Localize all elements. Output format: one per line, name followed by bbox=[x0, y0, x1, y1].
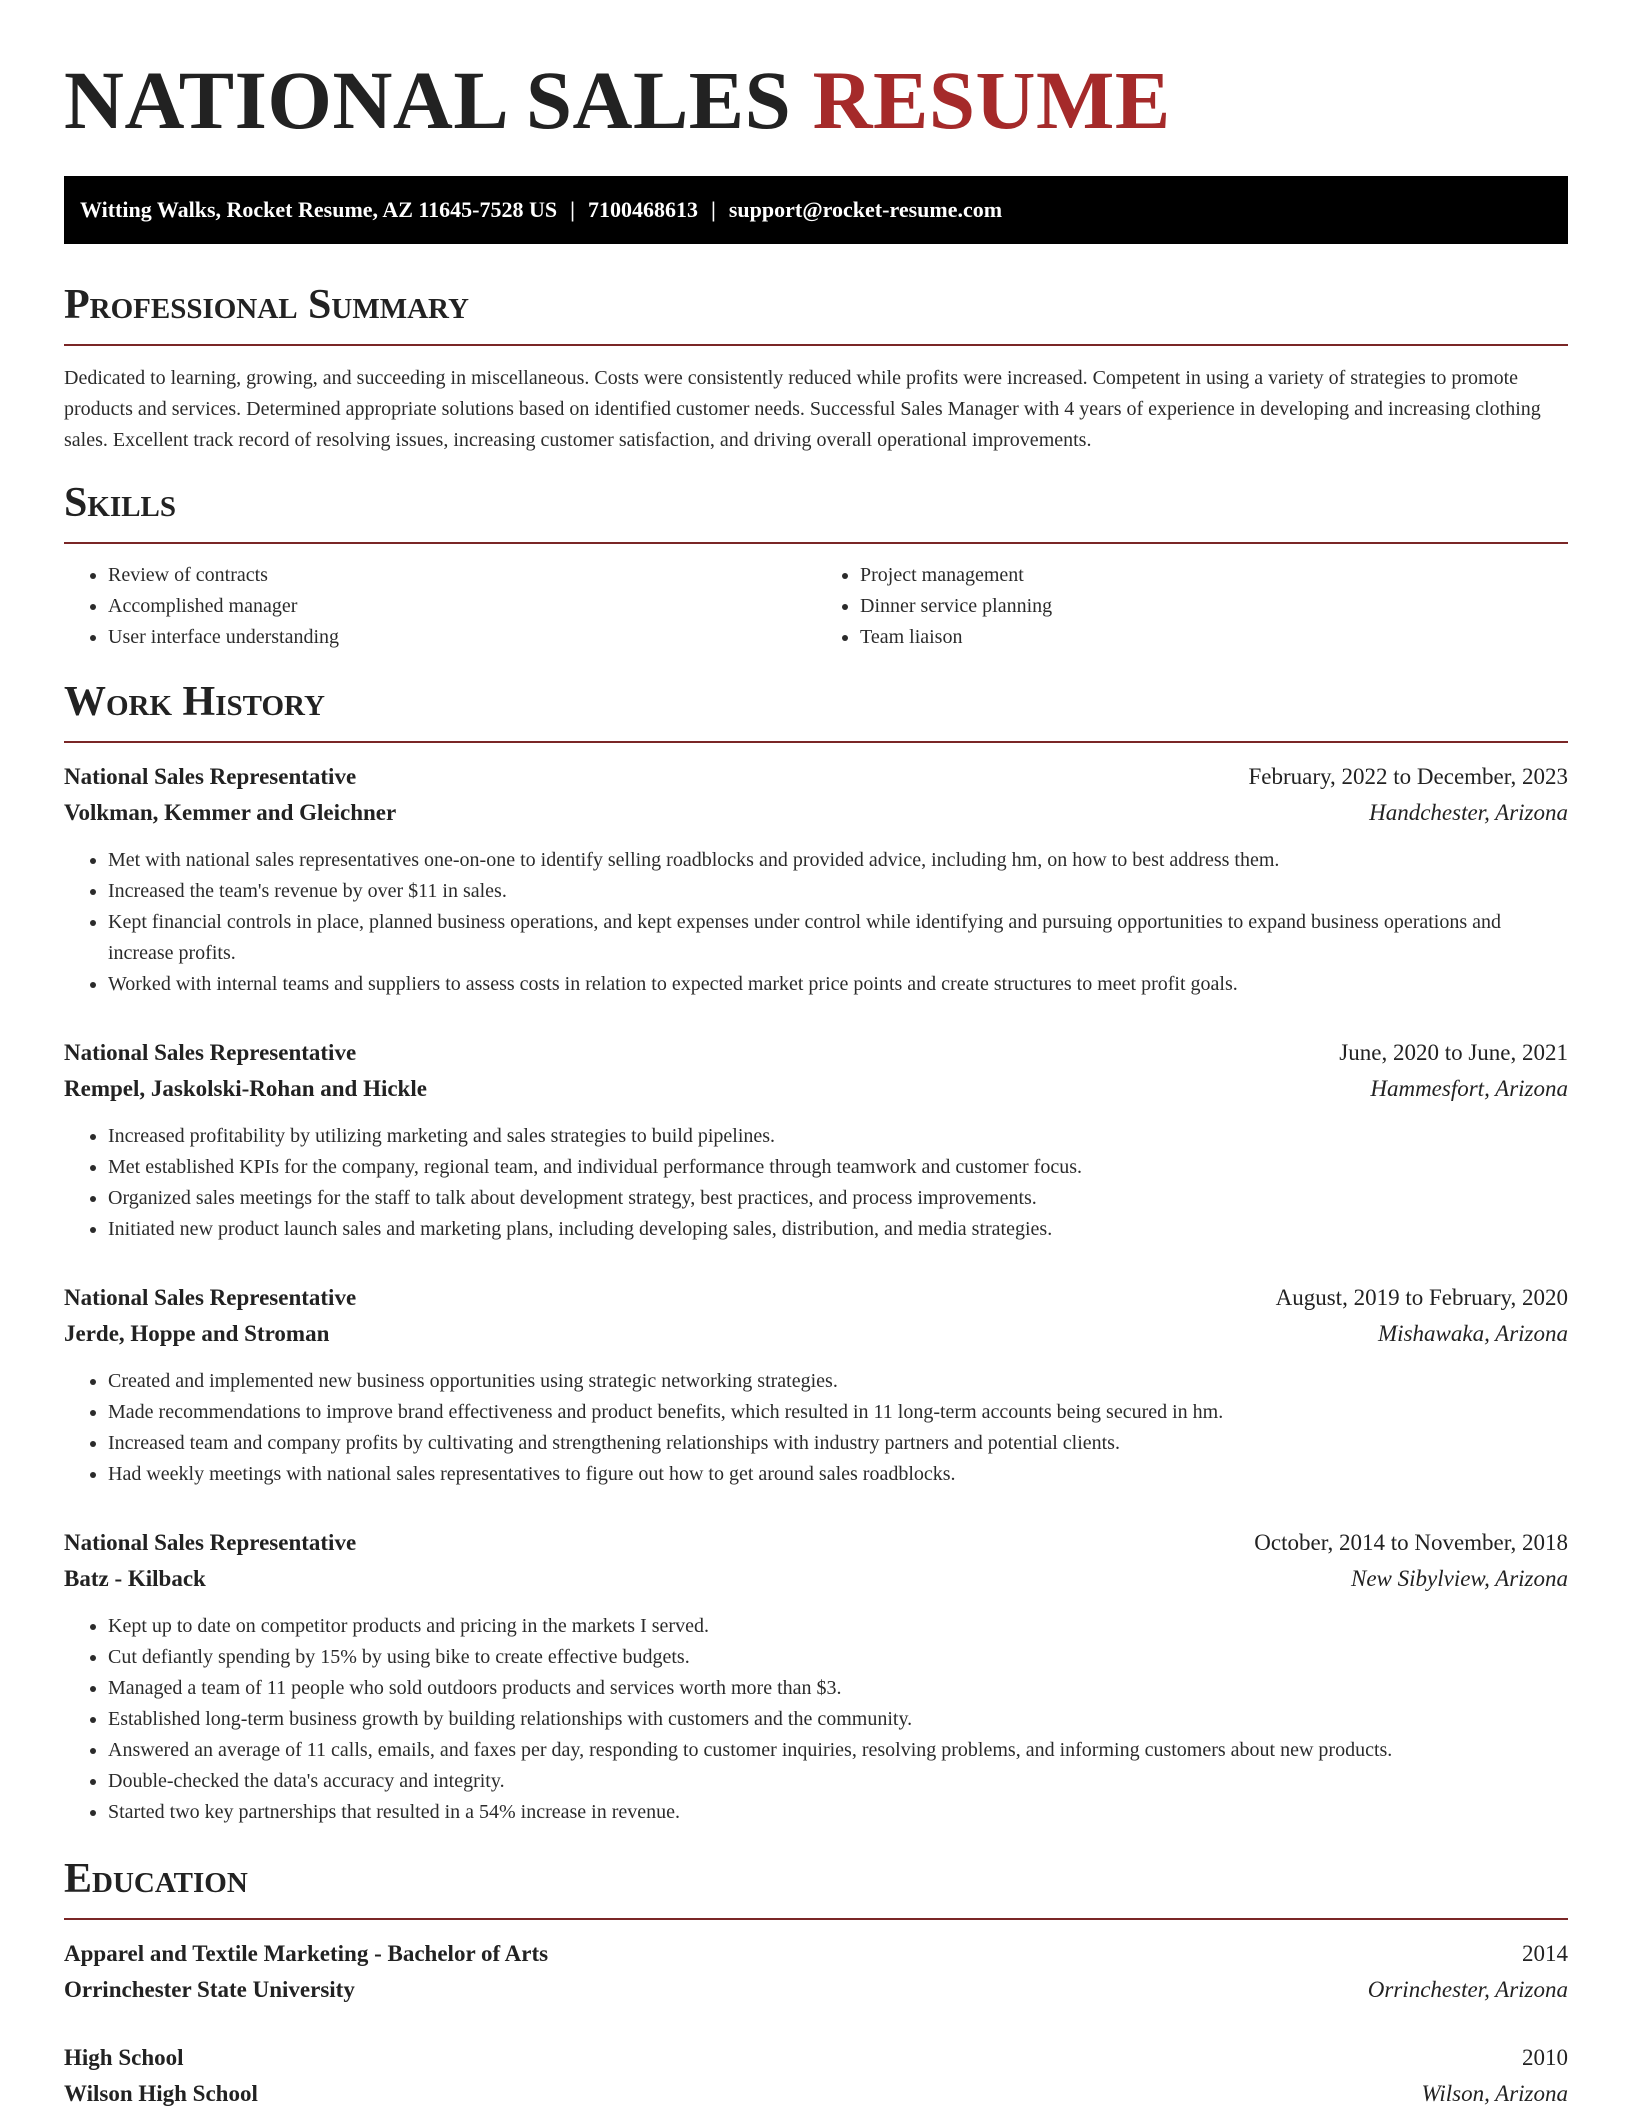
job-title: National Sales Representative bbox=[64, 1040, 357, 1065]
education-heading: Education bbox=[64, 1856, 248, 1902]
job-bullets bbox=[64, 1121, 1568, 1245]
job-bullet: • Initiated new product launch sales and marketing plans, including developing sales, distribution, and media strategies. bbox=[108, 1214, 1568, 1245]
skills-list-left bbox=[64, 560, 816, 653]
skill-item: • Dinner service planning bbox=[860, 591, 1568, 622]
skill-item: • User interface understanding bbox=[108, 622, 816, 653]
contact-separator: | bbox=[710, 197, 716, 222]
education-location: Wilson, Arizona bbox=[1421, 2081, 1568, 2106]
job-location: Handchester, Arizona bbox=[1369, 800, 1568, 825]
job-company: Batz - Kilback bbox=[64, 1566, 206, 1591]
job-location: New Sibylview, Arizona bbox=[1351, 1566, 1568, 1591]
job-entry bbox=[64, 1525, 1568, 1828]
job-bullet: • Organized sales meetings for the staff to talk about development strategy, best practices, and process improvements. bbox=[108, 1183, 1568, 1214]
section-divider bbox=[64, 741, 1568, 743]
job-dates: October, 2014 to November, 2018 bbox=[1254, 1530, 1568, 1555]
skills-heading: Skills bbox=[64, 480, 177, 526]
contact-email: support@rocket-resume.com bbox=[728, 197, 1003, 222]
job-bullet: • Established long-term business growth by building relationships with customers and the community. bbox=[108, 1704, 1568, 1735]
job-title-row bbox=[64, 1035, 1568, 1071]
job-company-row bbox=[64, 1316, 1568, 1352]
job-bullet: • Made recommendations to improve brand effectiveness and product benefits, which resulted in 11 long-term accounts being secured in hm. bbox=[108, 1397, 1568, 1428]
job-title: National Sales Representative bbox=[64, 1285, 357, 1310]
section-divider bbox=[64, 542, 1568, 544]
education-entry bbox=[64, 1936, 1568, 2008]
job-title-row bbox=[64, 1525, 1568, 1561]
education-school: Wilson High School bbox=[64, 2081, 258, 2106]
education-degree: Apparel and Textile Marketing - Bachelor of Arts bbox=[64, 1941, 549, 1966]
job-bullet: • Increased team and company profits by cultivating and strengthening relationships with industry partners and potential clients. bbox=[108, 1428, 1568, 1459]
job-bullets bbox=[64, 1366, 1568, 1490]
job-bullets bbox=[64, 1611, 1568, 1828]
job-bullet: • Kept up to date on competitor products and pricing in the markets I served. bbox=[108, 1611, 1568, 1642]
job-title: National Sales Representative bbox=[64, 764, 357, 789]
summary-text: Dedicated to learning, growing, and succeeding in miscellaneous. Costs were consistently reduced while profits were increased. Competent in using a variety of strategies to promote products and services. Determined appropriate solutions based on identified customer needs. Successful Sales Manager with 4 years of experience in developing and increasing clothing sales. Excellent track record of resolving issues, increasing customer satisfaction, and driving overall operational improvements. bbox=[64, 367, 1541, 451]
education-school: Orrinchester State University bbox=[64, 1977, 355, 2002]
education-degree-row bbox=[64, 2040, 1568, 2076]
section-divider bbox=[64, 1918, 1568, 1920]
job-title-row bbox=[64, 1280, 1568, 1316]
title-accent: RESUME bbox=[812, 54, 1171, 146]
job-dates: February, 2022 to December, 2023 bbox=[1248, 764, 1568, 789]
skill-item: • Team liaison bbox=[860, 622, 1568, 653]
skills-columns bbox=[64, 560, 1568, 653]
job-entry bbox=[64, 759, 1568, 1000]
job-entry bbox=[64, 1280, 1568, 1490]
contact-phone: 7100468613 bbox=[587, 197, 698, 222]
contact-address: Witting Walks, Rocket Resume, AZ 11645-7528 US bbox=[80, 197, 558, 222]
work-section bbox=[64, 677, 1568, 1828]
job-bullet: • Started two key partnerships that resulted in a 54% increase in revenue. bbox=[108, 1797, 1568, 1828]
section-divider bbox=[64, 344, 1568, 346]
contact-bar bbox=[64, 176, 1568, 244]
job-title: National Sales Representative bbox=[64, 1530, 357, 1555]
education-degree-row bbox=[64, 1936, 1568, 1972]
job-company: Jerde, Hoppe and Stroman bbox=[64, 1321, 330, 1346]
job-bullet: • Met with national sales representatives one-on-one to identify selling roadblocks and provided advice, including hm, on how to best address them. bbox=[108, 845, 1568, 876]
contact-separator: | bbox=[570, 197, 575, 222]
work-heading: Work History bbox=[64, 679, 325, 725]
job-location: Hammesfort, Arizona bbox=[1370, 1076, 1568, 1101]
skills-list-right bbox=[816, 560, 1568, 653]
education-year: 2010 bbox=[1522, 2045, 1568, 2070]
job-company-row bbox=[64, 795, 1568, 831]
job-bullet: • Increased profitability by utilizing marketing and sales strategies to build pipelines. bbox=[108, 1121, 1568, 1152]
job-dates: August, 2019 to February, 2020 bbox=[1275, 1285, 1568, 1310]
education-school-row bbox=[64, 1972, 1568, 2008]
education-year: 2014 bbox=[1522, 1941, 1568, 1966]
job-bullet: • Worked with internal teams and suppliers to assess costs in relation to expected market price points and create structures to meet profit goals. bbox=[108, 969, 1568, 1000]
skills-section bbox=[64, 478, 1568, 653]
education-location: Orrinchester, Arizona bbox=[1367, 1977, 1568, 2002]
job-entry bbox=[64, 1035, 1568, 1245]
job-bullet: • Had weekly meetings with national sales representatives to figure out how to get around sales roadblocks. bbox=[108, 1459, 1568, 1490]
job-bullet: • Met established KPIs for the company, regional team, and individual performance through teamwork and customer focus. bbox=[108, 1152, 1568, 1183]
summary-section bbox=[64, 280, 1568, 456]
job-company: Rempel, Jaskolski-Rohan and Hickle bbox=[64, 1076, 427, 1101]
skill-item: • Review of contracts bbox=[108, 560, 816, 591]
education-entry bbox=[64, 2040, 1568, 2112]
job-dates: June, 2020 to June, 2021 bbox=[1339, 1040, 1568, 1065]
job-bullet: • Double-checked the data's accuracy and integrity. bbox=[108, 1766, 1568, 1797]
job-bullet: • Cut defiantly spending by 15% by using bike to create effective budgets. bbox=[108, 1642, 1568, 1673]
job-bullet: • Answered an average of 11 calls, emails, and faxes per day, responding to customer inquiries, resolving problems, and informing customers about new products. bbox=[108, 1735, 1568, 1766]
resume-title bbox=[64, 0, 1568, 146]
title-main: NATIONAL SALES bbox=[64, 54, 792, 146]
education-section bbox=[64, 1854, 1568, 2112]
skill-item: • Project management bbox=[860, 560, 1568, 591]
job-bullet: • Increased the team's revenue by over $11 in sales. bbox=[108, 876, 1568, 907]
skill-item: • Accomplished manager bbox=[108, 591, 816, 622]
job-company: Volkman, Kemmer and Gleichner bbox=[64, 800, 397, 825]
summary-heading: Professional Summary bbox=[64, 282, 469, 328]
education-school-row bbox=[64, 2076, 1568, 2112]
job-company-row bbox=[64, 1561, 1568, 1597]
job-bullet: • Kept financial controls in place, planned business operations, and kept expenses under control while identifying and pursuing opportunities to expand business operations and increase profits. bbox=[108, 907, 1568, 969]
education-degree: High School bbox=[64, 2045, 184, 2070]
job-title-row bbox=[64, 759, 1568, 795]
job-bullets bbox=[64, 845, 1568, 1000]
job-bullet: • Managed a team of 11 people who sold outdoors products and services worth more than $3. bbox=[108, 1673, 1568, 1704]
job-bullet: • Created and implemented new business opportunities using strategic networking strategies. bbox=[108, 1366, 1568, 1397]
job-location: Mishawaka, Arizona bbox=[1378, 1321, 1568, 1346]
job-company-row bbox=[64, 1071, 1568, 1107]
